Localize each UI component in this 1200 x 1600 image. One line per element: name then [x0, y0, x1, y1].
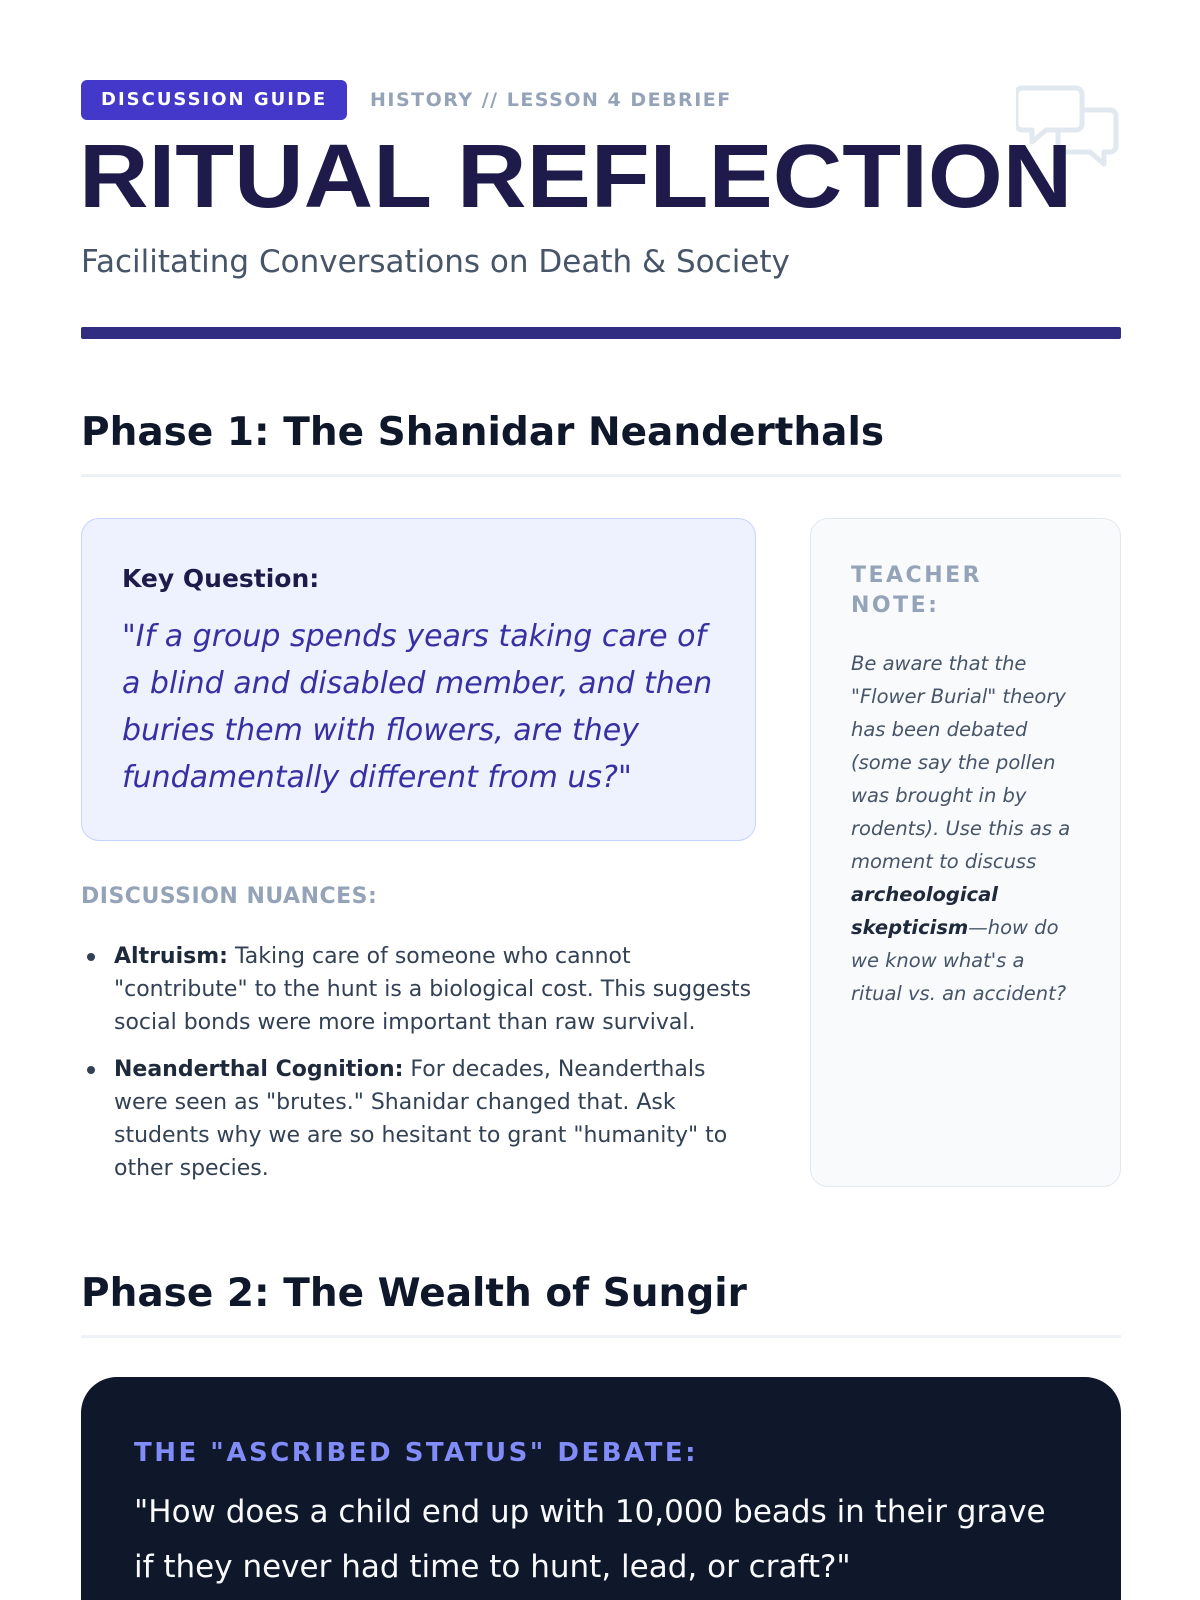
- header-divider: [81, 327, 1121, 339]
- key-question-text: "If a group spends years taking care of a blind and disabled member, and then buries them with flowers, are they fundamentally different from us?": [122, 619, 713, 795]
- teacher-note-text-start: Be aware that the "Flower Burial" theory has been debated (some say the pollen was brought in by rodents). Use this as a moment to discuss: [851, 652, 1071, 873]
- key-question-card: [81, 518, 756, 841]
- nuance-term: Neanderthal Cognition:: [114, 1057, 404, 1082]
- nuance-text: For decades, Neanderthals were seen as "brutes." Shanidar changed that. Ask students why we are so hesitant to grant "humanity" to other species.: [114, 1057, 728, 1181]
- debate-question: "How does a child end up with 10,000 beads in their grave if they never had time to hunt, lead, or craft?": [134, 1494, 1046, 1585]
- bullet-icon: [87, 953, 95, 961]
- teacher-note-card: [810, 518, 1121, 1187]
- discussion-guide-page: [81, 0, 1121, 1600]
- page-subtitle: Facilitating Conversations on Death & Society: [81, 244, 790, 280]
- teacher-note-label: TEACHER NOTE:: [851, 563, 983, 618]
- debate-card: [81, 1377, 1121, 1600]
- teacher-note-emphasis: archeological skepticism: [851, 883, 998, 939]
- key-question-label: Key Question:: [122, 564, 320, 593]
- list-item: [81, 940, 761, 1039]
- page-header: [81, 80, 1121, 340]
- page-title: RITUAL REFLECTION: [79, 127, 1073, 227]
- discussion-nuances-list: [81, 940, 761, 1199]
- nuance-term: Altruism:: [114, 944, 228, 969]
- list-item: [81, 1053, 761, 1185]
- teacher-note-text: [851, 647, 1080, 1010]
- teacher-note-text-end: —how do we know what's a ritual vs. an accident?: [851, 916, 1067, 1005]
- nuance-text: Taking care of someone who cannot "contribute" to the hunt is a biological cost. This suggests social bonds were more important than raw survival.: [114, 944, 752, 1035]
- phase-1-heading: Phase 1: The Shanidar Neanderthals: [81, 408, 1121, 477]
- discussion-nuances-label: DISCUSSION NUANCES:: [81, 884, 378, 909]
- debate-label: THE "ASCRIBED STATUS" DEBATE:: [134, 1438, 699, 1468]
- phase-2-heading: Phase 2: The Wealth of Sungir: [81, 1269, 1121, 1338]
- discussion-guide-badge: DISCUSSION GUIDE: [81, 80, 347, 120]
- bullet-icon: [87, 1066, 95, 1074]
- breadcrumb: HISTORY // LESSON 4 DEBRIEF: [370, 89, 732, 111]
